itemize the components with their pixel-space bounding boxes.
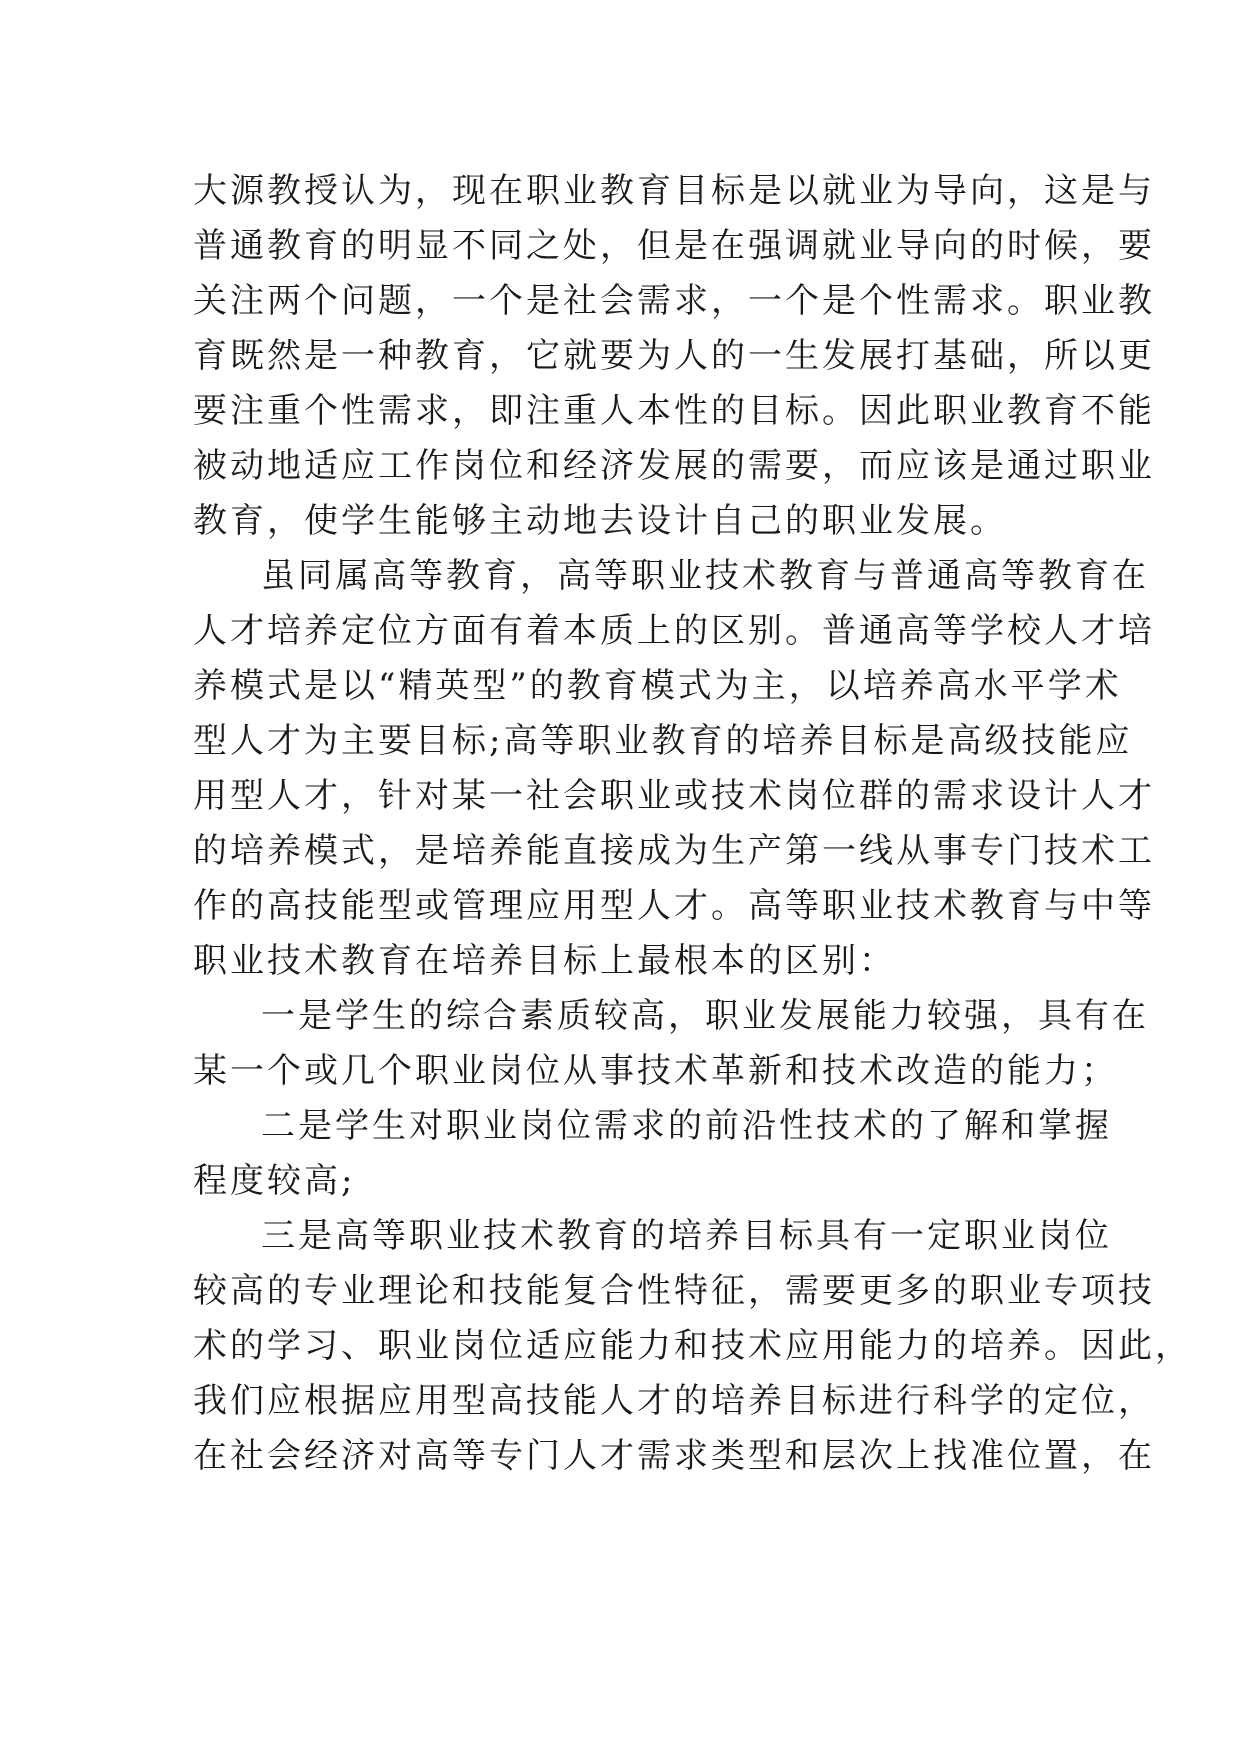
text-line: 某一个或几个职业岗位从事技术革新和技术改造的能力； — [193, 1051, 1118, 1091]
text-line: 教育，使学生能够主动地去设计自己的职业发展。 — [193, 501, 1007, 541]
text-line: 作的高技能型或管理应用型人才。高等职业技术教育与中等 — [193, 886, 1155, 926]
text-line: 要注重个性需求，即注重人本性的目标。因此职业教育不能 — [193, 391, 1155, 431]
paragraph-5 — [193, 1209, 1192, 1484]
paragraph-4 — [193, 1099, 1112, 1209]
text-line: 被动地适应工作岗位和经济发展的需要，而应该是通过职业 — [193, 446, 1155, 486]
text-line: 的培养模式，是培养能直接成为生产第一线从事专门技术工 — [193, 831, 1155, 871]
text-line: 养模式是以“精英型”的教育模式为主，以培养高水平学术 — [193, 666, 1122, 706]
text-line: 人才培养定位方面有着本质上的区别。普通高等学校人才培 — [193, 611, 1155, 651]
text-line: 较高的专业理论和技能复合性特征，需要更多的职业专项技 — [193, 1271, 1155, 1311]
paragraph-1 — [193, 164, 1155, 549]
text-line: 二是学生对职业岗位需求的前沿性技术的了解和掌握 — [261, 1106, 1112, 1146]
text-line: 我们应根据应用型高技能人才的培养目标进行科学的定位， — [193, 1381, 1155, 1421]
text-line: 术的学习、职业岗位适应能力和技术应用能力的培养。因此， — [193, 1326, 1192, 1366]
text-line: 关注两个问题，一个是社会需求，一个是个性需求。职业教 — [193, 281, 1155, 321]
text-line: 用型人才，针对某一社会职业或技术岗位群的需求设计人才 — [193, 776, 1155, 816]
text-line: 三是高等职业技术教育的培养目标具有一定职业岗位 — [261, 1216, 1112, 1256]
text-line: 在社会经济对高等专门人才需求类型和层次上找准位置，在 — [193, 1436, 1155, 1476]
paragraph-2 — [193, 549, 1155, 989]
text-line: 普通教育的明显不同之处，但是在强调就业导向的时候，要 — [193, 226, 1155, 266]
text-line: 程度较高; — [193, 1161, 356, 1201]
text-line: 大源教授认为，现在职业教育目标是以就业为导向，这是与 — [193, 171, 1155, 211]
text-line: 职业技术教育在培养目标上最根本的区别： — [193, 941, 896, 981]
text-line: 虽同属高等教育，高等职业技术教育与普通高等教育在 — [261, 556, 1149, 596]
body-text — [193, 164, 1192, 1484]
text-line: 育既然是一种教育，它就要为人的一生发展打基础，所以更 — [193, 336, 1155, 376]
paragraph-3 — [193, 989, 1149, 1099]
text-line: 型人才为主要目标;高等职业教育的培养目标是高级技能应 — [193, 721, 1133, 761]
text-line: 一是学生的综合素质较高，职业发展能力较强，具有在 — [261, 996, 1149, 1036]
